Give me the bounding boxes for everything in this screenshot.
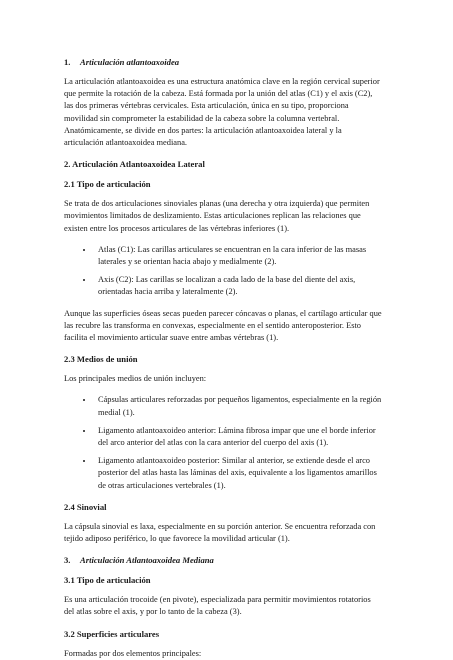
section-1-number: 1. <box>64 57 71 67</box>
section-1-paragraph: La articulación atlantoaxoidea es una estructura anatómica clave en la región cervical superior que permite la rotación de la cabeza. Está formada por la unión del atlas (C1) y el axis (C2), las dos primeras vértebras cervicales. Esta articulación, única en su tipo, proporciona movilidad sin comprometer la estabilidad de la cabeza sobre la columna vertebral. Anatómicamente, se divide en dos partes: la articulación atlantoaxoidea lateral y la articulación atlantoaxoidea mediana. <box>64 77 380 148</box>
section-2-heading: 2. Articulación Atlantoaxoidea Lateral <box>64 159 205 170</box>
section-3-number: 3. <box>64 555 71 566</box>
section-1-heading <box>64 56 383 68</box>
section-2-1-bullet-list <box>64 244 383 299</box>
section-3-heading <box>64 554 383 566</box>
section-2-3-heading: 2.3 Medios de unión <box>64 354 138 365</box>
section-3-2-heading: 3.2 Superficies articulares <box>64 628 160 639</box>
list-item: • Cápsulas articulares reforzadas por pequeños ligamentos, especialmente en la región medial (1). <box>94 394 383 418</box>
section-2-1-heading: 2.1 Tipo de articulación <box>64 179 151 190</box>
section-2-1-paragraph: Se trata de dos articulaciones sinoviales planas (una derecha y otra izquierda) que permiten movimientos limitados de deslizamiento. Estas articulaciones replican las relaciones que existen entre los procesos articulares de las vértebras inferiores (1). <box>64 199 370 233</box>
section-2-4-paragraph: La cápsula sinovial es laxa, especialmente en su porción anterior. Se encuentra reforzada con tejido adiposo periférico, lo que favorece la movilidad articular (1). <box>64 521 376 544</box>
list-item: • Ligamento atlantoaxoideo anterior: Lámina fibrosa impar que une el borde inferior del arco anterior del atlas con la cara anterior del cuerpo del axis (1). <box>94 425 383 449</box>
section-3-1-heading: 3.1 Tipo de articulación <box>64 575 151 586</box>
section-2-3-paragraph: Los principales medios de unión incluyen: <box>64 374 207 384</box>
section-2-4-heading: 2.4 Sinovial <box>64 501 107 512</box>
section-1-title: Articulación atlantoaxoidea <box>80 57 180 67</box>
section-3-2-paragraph: Formadas por dos elementos principales: <box>64 648 202 658</box>
section-3-1-paragraph: Es una articulación trocoide (en pivote), especializada para permitir movimientos rotatorios del atlas sobre el axis, y por lo tanto de la cabeza (3). <box>64 595 371 617</box>
section-2-3-bullet-list <box>64 394 383 491</box>
list-item: • Axis (C2): Las carillas se localizan a cada lado de la base del diente del axis, orientadas hacia arriba y lateralmente (2). <box>94 274 383 298</box>
list-item: • Atlas (C1): Las carillas articulares se encuentran en la cara inferior de las masas laterales y se orientan hacia abajo y medialmente (2). <box>94 244 383 268</box>
section-3-title: Articulación Atlantoaxoidea Mediana <box>80 555 214 566</box>
list-item: • Ligamento atlantoaxoideo posterior: Similar al anterior, se extiende desde el arco posterior del atlas hasta las láminas del axis, equivalente a los ligamentos amarillos de otras articulaciones vertebrales (1). <box>94 455 383 492</box>
section-2-1-paragraph-2: Aunque las superficies óseas secas pueden parecer cóncavas o planas, el cartílago articular que las recubre las transforma en convexas, especialmente en el sentido anteroposterior. Esto facilita el movimiento articular suave entre ambas vértebras (1). <box>64 308 382 343</box>
